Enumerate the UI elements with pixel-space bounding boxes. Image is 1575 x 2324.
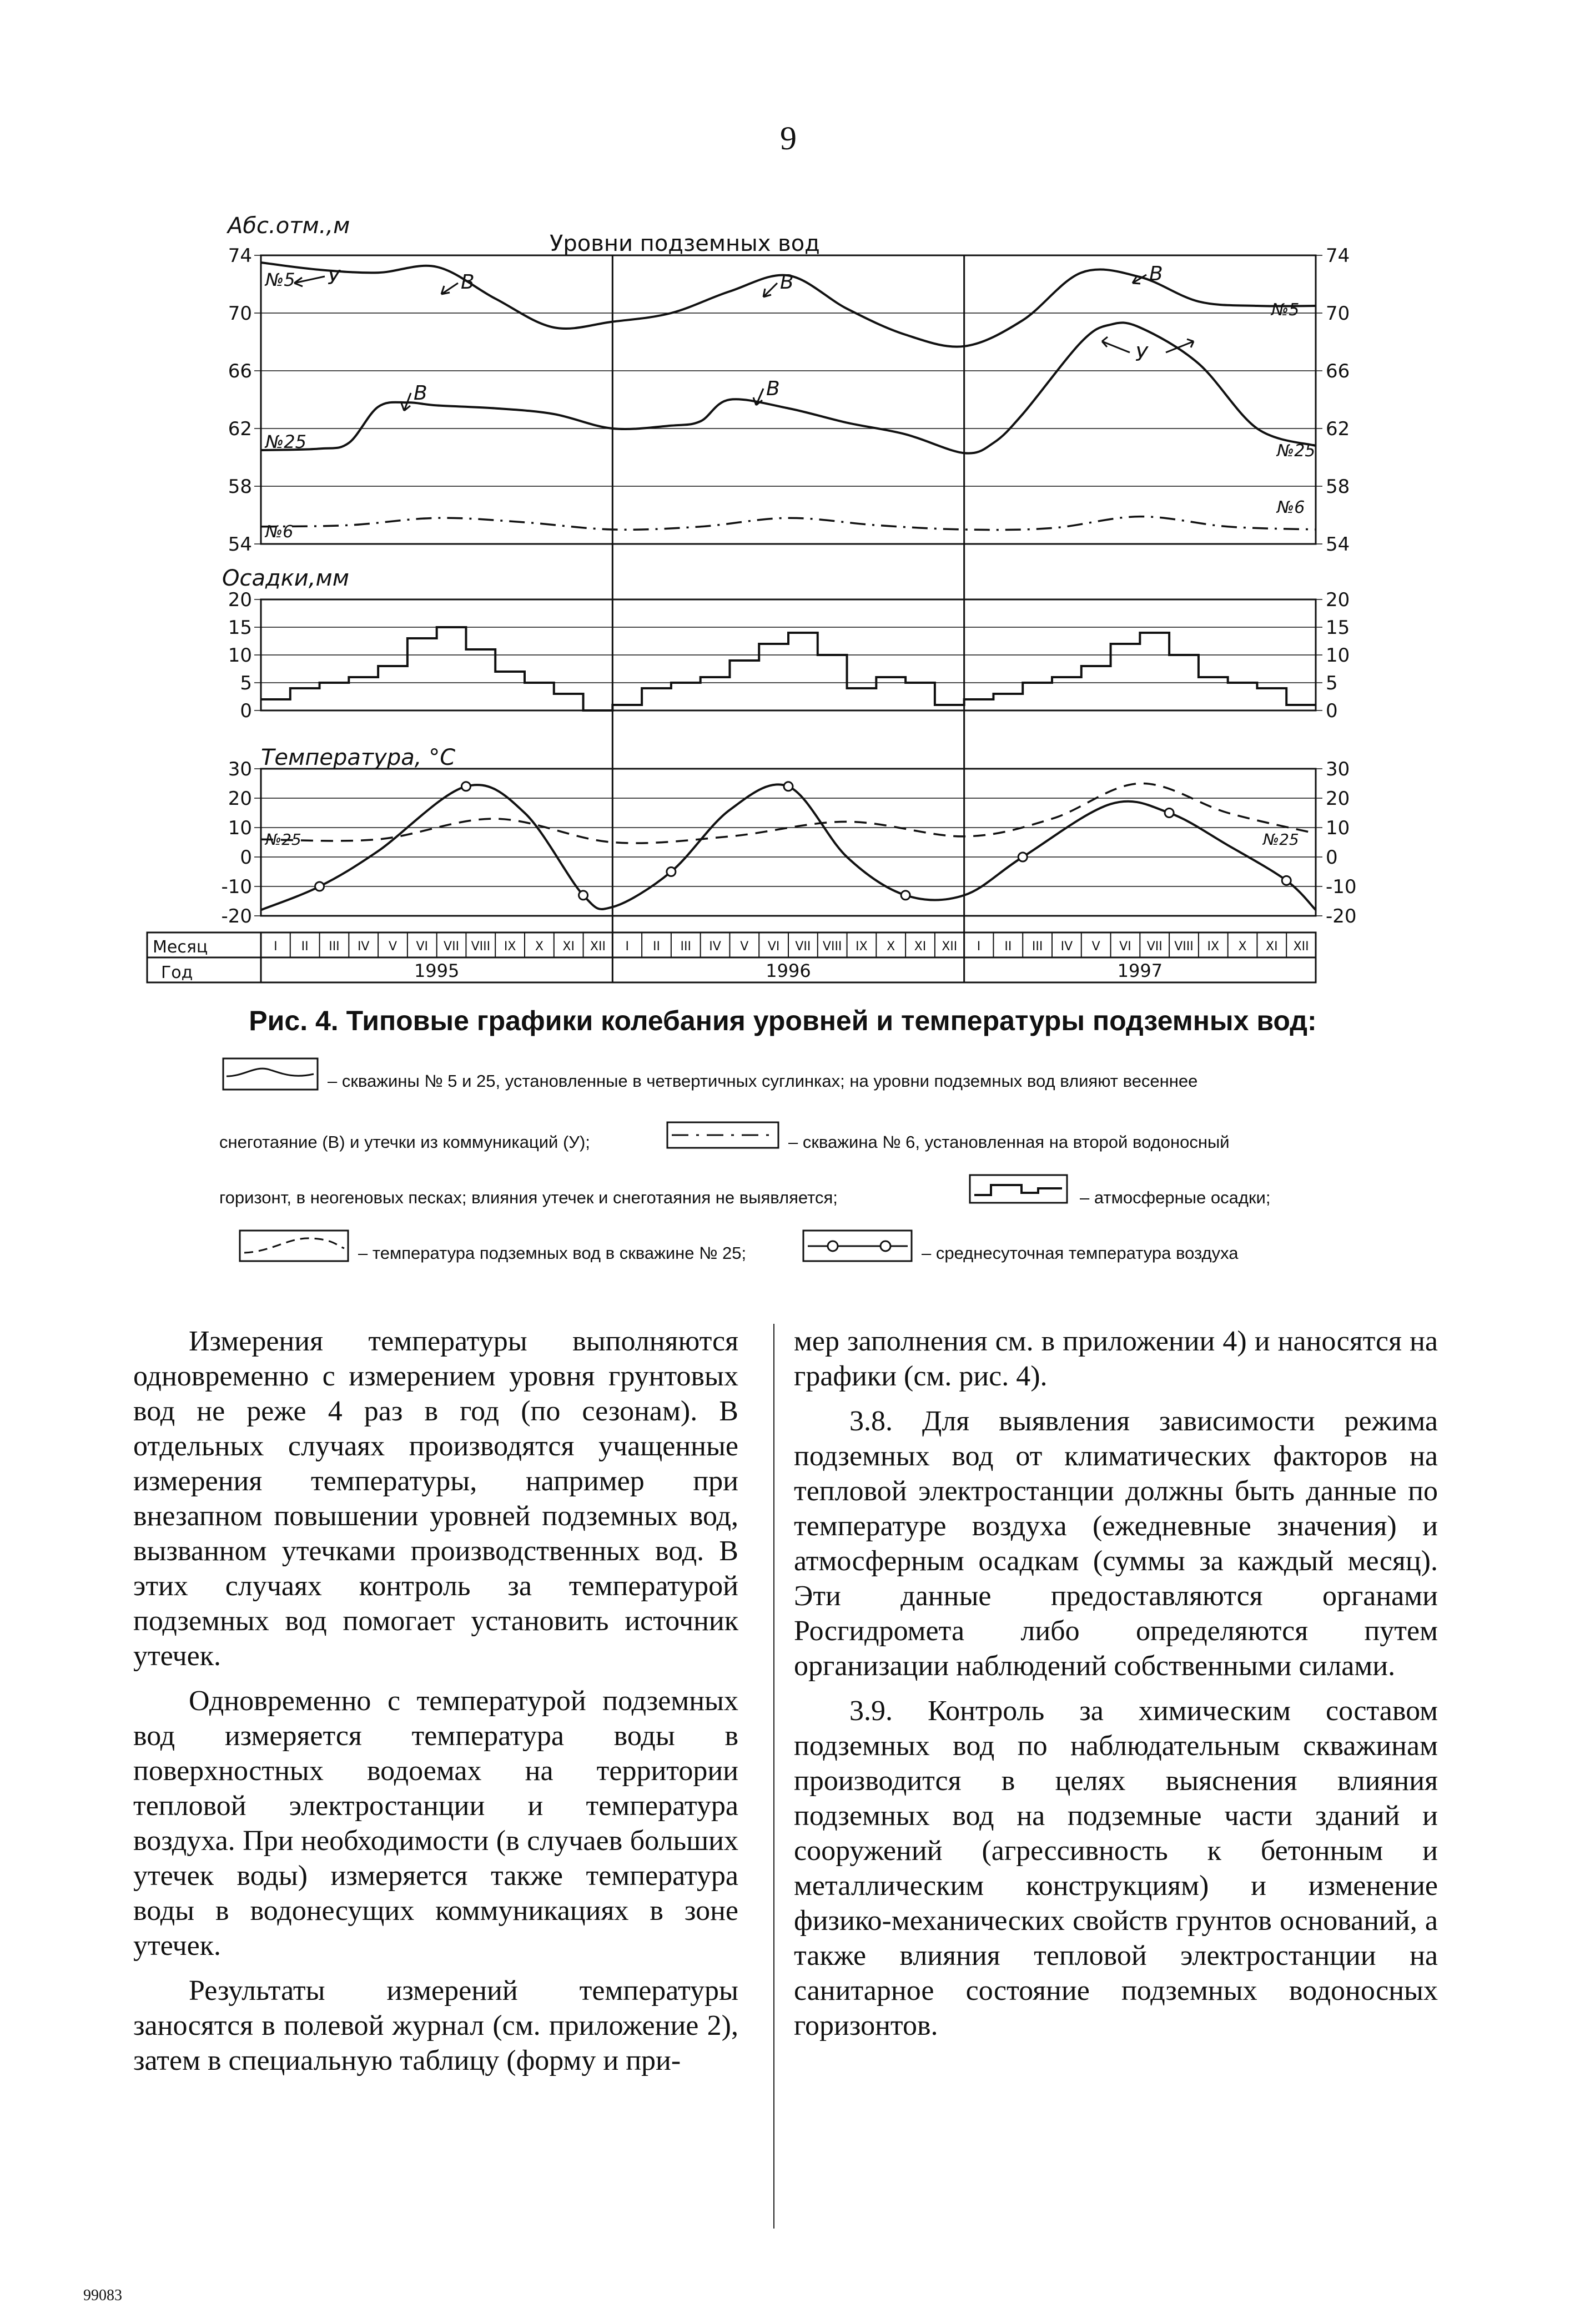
- label-well-5-right: №5: [1271, 300, 1300, 320]
- air-temp-marker: [901, 891, 910, 900]
- y-tick-label-right: 10: [1326, 644, 1350, 667]
- month-label: III: [1031, 940, 1043, 954]
- legend-text-air-temp: – среднесуточная температура воздуха: [922, 1243, 1239, 1263]
- series-line-groundwater-temp: [261, 783, 1316, 843]
- paragraph-section-3-8: 3.8. Для выявления зависимости режима подземных вод от климатических факторов на тепловой электростанции должны быть данные по температуре воздуха (ежедневные значения) и атмосферным осадкам (суммы за каждый месяц). Эти данные предоставляются органами Росгидромета либо определяются путем организации наблюдений собственными силами.: [794, 1405, 1438, 1682]
- label-well-25-temp-right: №25: [1263, 830, 1299, 849]
- left-column: [133, 1324, 738, 2088]
- month-label: VI: [1119, 940, 1131, 954]
- month-label: X: [887, 940, 895, 954]
- month-label: II: [1004, 940, 1012, 954]
- label-leak-u-1997: У: [1135, 343, 1148, 366]
- month-label: V: [740, 940, 749, 954]
- month-label: VII: [1146, 940, 1163, 954]
- legend-text-groundwater-temp: – температура подземных вод в скважине № 25;: [358, 1243, 747, 1263]
- month-label: XII: [1293, 940, 1309, 954]
- series-line-well-6: [261, 517, 1316, 530]
- y-tick-label-right: 0: [1326, 846, 1338, 869]
- label-well-25-temp-left: №25: [265, 830, 301, 849]
- y-tick-label-left: 30: [228, 758, 252, 780]
- paragraph-section-3-9: 3.9. Контроль за химическим составом подземных вод по наблюдательным скважинам производится в целях выяснения влияния подземных вод на подземные части зданий и сооружений (агрессивность к бетонным и металлическим конструкциям) и изменение физико-механических свойств грунтов оснований, а также влияния тепловой электростанции на санитарное состояние подземных водоносных горизонтов.: [794, 1695, 1438, 2041]
- right-column: [794, 1324, 1438, 2053]
- levels-title: Уровни подземных вод: [550, 231, 820, 256]
- y-tick-label-right: 70: [1326, 303, 1350, 325]
- month-label: I: [625, 940, 629, 954]
- month-label: IX: [856, 940, 868, 954]
- precip-title: Осадки,мм: [222, 566, 349, 591]
- y-tick-label-right: 5: [1326, 672, 1338, 694]
- figure-caption-title: Рис. 4. Типовые графики колебания уровней и температуры подземных вод:: [249, 1005, 1317, 1036]
- y-tick-label-left: -20: [221, 905, 252, 927]
- y-tick-label-right: 74: [1326, 245, 1350, 267]
- series-line-air-temp: [261, 784, 1316, 910]
- air-temp-marker: [784, 782, 793, 791]
- legend-text-snowmelt-leaks: снеготаяние (В) и утечки из коммуникаций (У);: [219, 1132, 590, 1152]
- y-tick-label-right: 30: [1326, 758, 1350, 780]
- month-label: I: [977, 940, 981, 954]
- month-label: III: [680, 940, 692, 954]
- levels-ylabel: Абс.отм.,м: [228, 213, 350, 239]
- legend-symbol-groundwater-temp: [239, 1229, 350, 1263]
- month-label: XI: [1266, 940, 1278, 954]
- paragraph-surface-water-temp: Одновременно с температурой подземных вод измеряется температура воды в поверхностных водоемах на территории тепловой электростанции и температура воздуха. При необходимости (в случаев больших утечек воды) измеряется также температура воды в водонесущих коммуникациях в зоне утечек.: [133, 1685, 738, 1962]
- label-well-25-left: №25: [265, 431, 306, 452]
- y-tick-label-left: 20: [228, 589, 252, 611]
- month-label: IV: [709, 940, 721, 954]
- y-tick-label-left: 20: [228, 788, 252, 810]
- legend-text-well-6: – скважина № 6, установленная на второй водоносный: [788, 1132, 1230, 1152]
- y-tick-label-right: 20: [1326, 589, 1350, 611]
- air-temp-marker: [579, 891, 588, 900]
- y-tick-label-left: 10: [228, 644, 252, 667]
- month-label: X: [535, 940, 544, 954]
- y-tick-label-right: -20: [1326, 905, 1357, 927]
- month-label: II: [653, 940, 660, 954]
- month-row-label: Месяц: [153, 937, 208, 957]
- y-tick-label-right: 20: [1326, 788, 1350, 810]
- month-label: X: [1238, 940, 1247, 954]
- legend-text-horizon: горизонт, в неогеновых песках; влияния утечек и снеготаяния не выявляется;: [219, 1188, 838, 1207]
- air-temp-marker: [1165, 809, 1174, 818]
- label-well-25-right: №25: [1277, 441, 1316, 461]
- year-label: 1996: [766, 960, 811, 981]
- legend-symbol-well-6: [666, 1121, 780, 1150]
- air-temp-marker: [315, 882, 324, 891]
- air-temp-marker: [461, 782, 470, 791]
- label-snowmelt-v-well25-1995: В: [414, 382, 427, 405]
- y-tick-label-left: -10: [221, 876, 252, 898]
- month-label: XII: [942, 940, 958, 954]
- month-label: XI: [562, 940, 575, 954]
- air-temp-marker: [1018, 853, 1027, 861]
- y-tick-label-left: 66: [228, 360, 252, 382]
- month-label: VIII: [471, 940, 491, 954]
- month-label: IV: [357, 940, 370, 954]
- label-snowmelt-v-1996: В: [780, 271, 794, 294]
- month-label: IX: [504, 940, 516, 954]
- month-label: II: [301, 940, 309, 954]
- y-tick-label-right: 62: [1326, 418, 1350, 440]
- month-label: V: [1091, 940, 1100, 954]
- paragraph-results-journal: Результаты измерений температуры заносятся в полевой журнал (см. приложение 2), затем в специальную таблицу (форму и при-: [133, 1975, 738, 2076]
- label-snowmelt-v-1995: В: [461, 271, 475, 294]
- legend-symbol-wells-5-25: [222, 1057, 319, 1092]
- y-tick-label-left: 70: [228, 303, 252, 325]
- y-tick-label-left: 62: [228, 418, 252, 440]
- y-tick-label-right: 10: [1326, 817, 1350, 839]
- y-tick-label-left: 15: [228, 617, 252, 639]
- y-tick-label-right: -10: [1326, 876, 1357, 898]
- month-label: VII: [795, 940, 811, 954]
- y-tick-label-right: 54: [1326, 533, 1350, 556]
- y-tick-label-right: 15: [1326, 617, 1350, 639]
- legend-text-precipitation: – атмосферные осадки;: [1080, 1188, 1271, 1207]
- label-well-6-right: №6: [1277, 498, 1305, 517]
- legend-symbol-precipitation: [969, 1174, 1069, 1204]
- footer-code: 99083: [83, 2287, 122, 2304]
- year-row-label: Год: [161, 963, 193, 982]
- month-label: VII: [444, 940, 460, 954]
- month-label: VI: [416, 940, 429, 954]
- paragraph-temperature-measurements: Измерения температуры выполняются одновременно с измерением уровня грунтовых вод не реже 4 раз в год (по сезонам). В отдельных случаях производятся учащенные измерения температуры, например при внезапном повышении уровней подземных вод, вызванном утечками производственных вод. В этих случаях контроль за температурой подземных вод помогает установить источник утечек.: [133, 1325, 738, 1672]
- legend-symbol-air-temp: [802, 1229, 913, 1263]
- y-tick-label-right: 0: [1326, 700, 1338, 722]
- year-label: 1995: [414, 960, 460, 981]
- y-tick-label-left: 0: [240, 846, 252, 869]
- label-snowmelt-v-well25-1996: В: [766, 377, 780, 400]
- air-temp-marker: [1282, 876, 1291, 885]
- precip-steps: [261, 627, 1316, 710]
- y-tick-label-left: 10: [228, 817, 252, 839]
- y-tick-label-left: 74: [228, 245, 252, 267]
- paragraph-continuation: мер заполнения см. в приложении 4) и наносятся на графики (см. рис. 4).: [794, 1325, 1438, 1392]
- month-label: V: [388, 940, 397, 954]
- y-tick-label-right: 58: [1326, 476, 1350, 498]
- page-number: 9: [780, 120, 797, 157]
- label-well-6-left: №6: [265, 522, 294, 542]
- month-label: VIII: [822, 940, 842, 954]
- y-tick-label-left: 5: [240, 672, 252, 694]
- month-label: XII: [590, 940, 606, 954]
- air-temp-marker: [667, 868, 676, 876]
- month-label: VIII: [1174, 940, 1194, 954]
- legend-text-wells-5-25: – скважины № 5 и 25, установленные в четвертичных суглинках; на уровни подземных вод влияют весеннее: [328, 1071, 1198, 1091]
- month-label: III: [329, 940, 340, 954]
- temp-title: Температура, °С: [261, 745, 456, 770]
- y-tick-label-left: 58: [228, 476, 252, 498]
- year-label: 1997: [1117, 960, 1163, 981]
- y-tick-label-left: 54: [228, 533, 252, 556]
- column-divider: [773, 1324, 774, 2229]
- label-snowmelt-v-1997: В: [1149, 263, 1163, 285]
- month-label: IX: [1207, 940, 1220, 954]
- label-well-5-left: №5: [265, 269, 295, 290]
- y-tick-label-right: 66: [1326, 360, 1350, 382]
- y-tick-label-left: 0: [240, 700, 252, 722]
- figure-4-charts: [0, 0, 1575, 999]
- month-label: VI: [767, 940, 780, 954]
- label-leak-u-1995: У: [328, 266, 340, 289]
- month-label: XI: [914, 940, 927, 954]
- month-label: I: [274, 940, 278, 954]
- month-label: IV: [1060, 940, 1073, 954]
